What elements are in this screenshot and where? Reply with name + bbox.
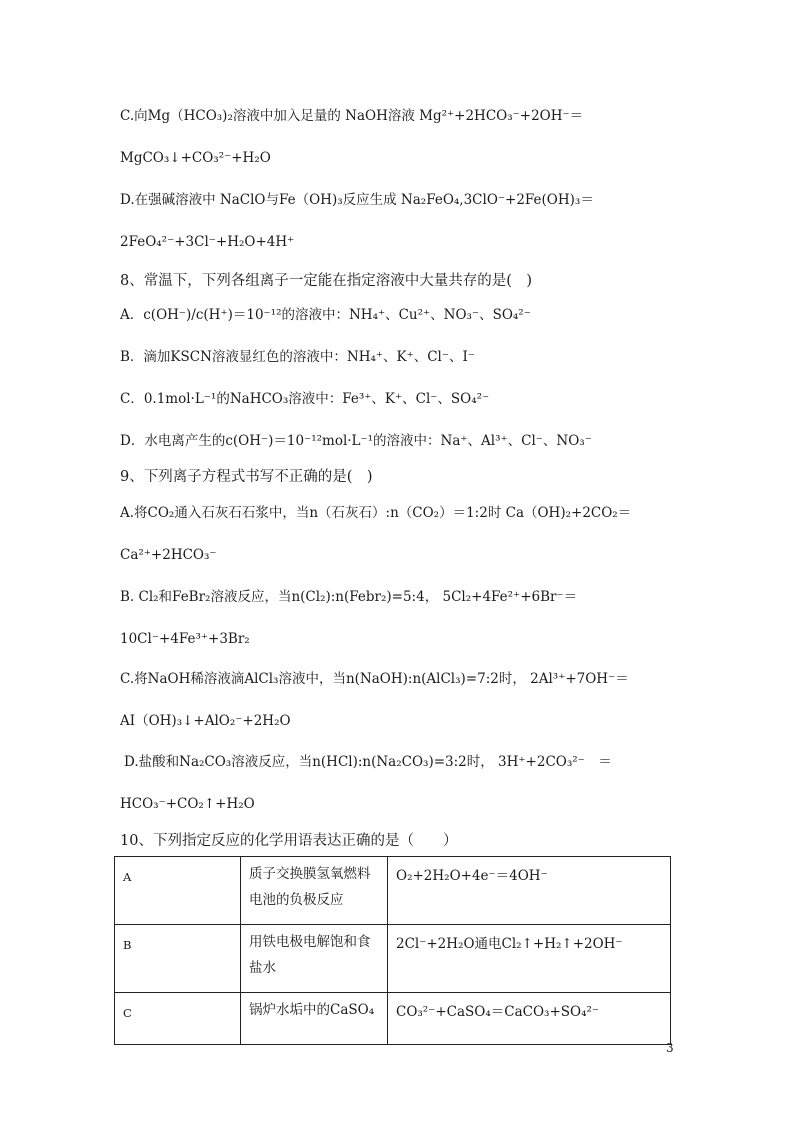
question-8-stem: 8、常温下，下列各组离子一定能在指定溶液中大量共存的是( ) bbox=[120, 273, 533, 289]
row-formula: 2Cl⁻+2H₂O通电Cl₂↑+H₂↑+2OH⁻ bbox=[388, 925, 671, 993]
row-key: A bbox=[115, 857, 241, 925]
question-9-option-d-line-2: HCO₃⁻+CO₂↑+H₂O bbox=[120, 796, 255, 812]
table-row bbox=[115, 925, 671, 993]
row-formula: CO₃²⁻+CaSO₄＝CaCO₃+SO₄²⁻ bbox=[388, 993, 671, 1045]
table-row bbox=[115, 857, 671, 925]
question-9-option-a-line-2: Ca²⁺+2HCO₃⁻ bbox=[120, 547, 217, 563]
question-10-stem: 10、下列指定反应的化学用语表达正确的是（ ） bbox=[120, 833, 458, 849]
question-8-option-a: A．c(OH⁻)/c(H⁺)＝10⁻¹²的溶液中：NH₄⁺、Cu²⁺、NO₃⁻、SO₄²⁻ bbox=[120, 307, 531, 323]
question-9-option-a-line-1: A.将CO₂通入石灰石石浆中，当n（石灰石）:n（CO₂）＝1:2时 Ca（OH)₂+2CO₂＝ bbox=[120, 505, 632, 521]
option-c-line-1: C.向Mg（HCO₃)₂溶液中加入足量的 NaOH溶液 Mg²⁺+2HCO₃⁻+2OH⁻＝ bbox=[120, 108, 584, 124]
question-8-option-b: B．滴加KSCN溶液显红色的溶液中：NH₄⁺、K⁺、Cl⁻、I⁻ bbox=[120, 349, 475, 365]
question-10-table bbox=[114, 856, 671, 1045]
row-formula: O₂+2H₂O+4e⁻＝4OH⁻ bbox=[388, 857, 671, 925]
option-d-line-2: 2FeO₄²⁻+3Cl⁻+H₂O+4H⁺ bbox=[120, 234, 295, 250]
question-9-option-c-line-1: C.将NaOH稀溶液滴AlCl₃溶液中，当n(NaOH):n(AlCl₃)=7:2时， 2Al³⁺+7OH⁻＝ bbox=[120, 671, 629, 687]
row-description: 质子交换膜氢氧燃料电池的负极反应 bbox=[241, 857, 388, 925]
table-row bbox=[115, 993, 671, 1045]
page-number: 3 bbox=[666, 1041, 674, 1055]
row-key: C bbox=[115, 993, 241, 1045]
question-8-option-c: C．0.1mol·L⁻¹的NaHCO₃溶液中：Fe³⁺、K⁺、Cl⁻、SO₄²⁻ bbox=[120, 391, 490, 407]
question-9-option-d-line-1: D.盐酸和Na₂CO₃溶液反应，当n(HCl):n(Na₂CO₃)=3:2时， 3H⁺+2CO₃²⁻ ＝ bbox=[124, 754, 612, 770]
question-9-stem: 9、下列离子方程式书写不正确的是( ) bbox=[120, 469, 373, 485]
row-description: 用铁电极电解饱和食盐水 bbox=[241, 925, 388, 993]
row-description: 锅炉水垢中的CaSO₄ bbox=[241, 993, 388, 1045]
question-9-option-b-line-2: 10Cl⁻+4Fe³⁺+3Br₂ bbox=[120, 631, 250, 647]
question-9-option-b-line-1: B. Cl₂和FeBr₂溶液反应，当n(Cl₂):n(Febr₂)=5:4， 5Cl₂+4Fe²⁺+6Br⁻＝ bbox=[120, 589, 578, 605]
row-key: B bbox=[115, 925, 241, 993]
question-8-option-d: D．水电离产生的c(OH⁻)＝10⁻¹²mol·L⁻¹的溶液中：Na⁺、Al³⁺、Cl⁻、NO₃⁻ bbox=[120, 433, 592, 449]
question-9-option-c-line-2: AI（OH)₃↓+AlO₂⁻+2H₂O bbox=[120, 713, 291, 729]
option-d-line-1: D.在强碱溶液中 NaClO与Fe（OH)₃反应生成 Na₂FeO₄,3ClO⁻+2Fe(OH)₃＝ bbox=[120, 192, 594, 208]
option-c-line-2: MgCO₃↓+CO₃²⁻+H₂O bbox=[120, 150, 271, 166]
